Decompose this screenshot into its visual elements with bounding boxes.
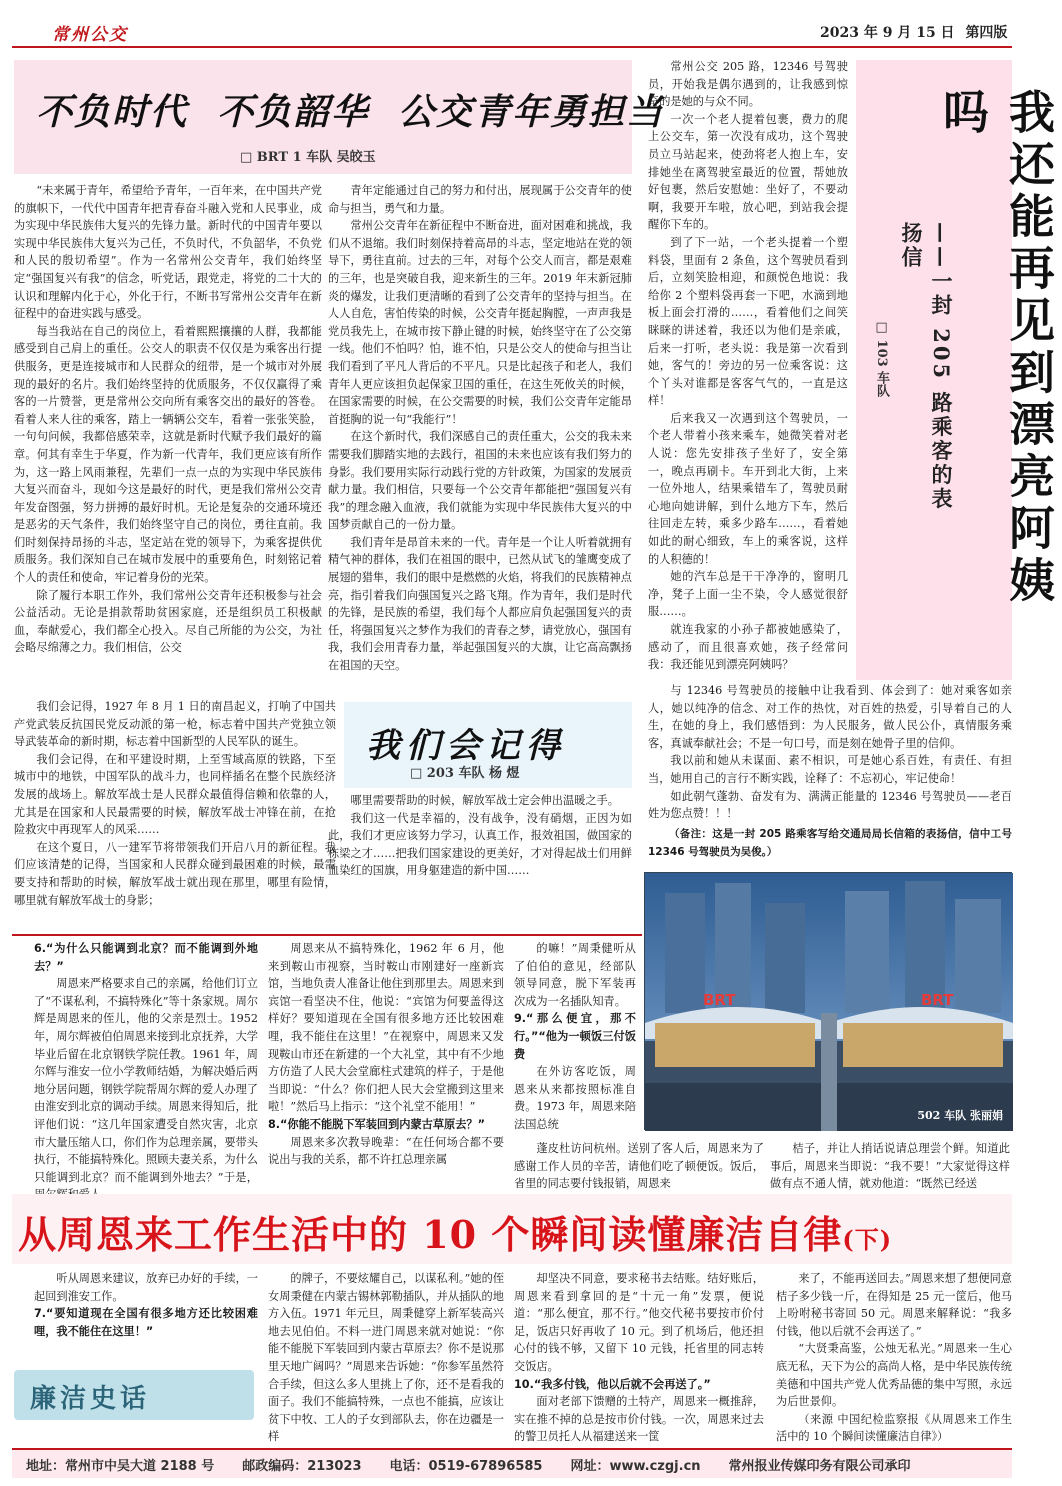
paragraph: 常州公交 205 路，12346 号驾驶员，开始我是偶尔遇到的，让我感到惊奇的是她的与众不同。 xyxy=(648,60,848,109)
dateline xyxy=(820,22,1007,42)
paragraph: “大贤秉高鉴，公烛无私光。”周恩来一生心底无私，天下为公的高尚人格，是中华民族传统美德和中国共产党人优秀品德的集中写照，永远为后世景仰。 xyxy=(776,1342,1012,1409)
article4-title xyxy=(18,1204,892,1259)
article3-note xyxy=(648,826,1012,866)
article2-byline: □ 203 车队 杨 煜 xyxy=(410,766,520,781)
article4-lower-col1 xyxy=(34,1270,258,1360)
article4-upper-col2 xyxy=(268,940,504,1184)
section-question-heading: 8.“你能不能脱下军装回到内蒙古草原去？” xyxy=(268,1117,485,1131)
paragraph: “未来属于青年，希望给予青年，一百年来，在中国共产党的旗帜下，一代代中国青年把青春奋斗融入党和人民事业，成为实现中华民族伟大复兴的先锋力量。新时代的中国青年要以实现中华民族伟大复兴为己任，不负时代，不负韶华，不负党和人民的殷切希望”。作为一名常州公交青年，我们始终坚定“强国复兴有我”的信念，听党话，跟党走，将党的二十大的认识和理解内化于心，外化于行，不断书写常州公交青年在新征程中的奋进实践与感受。 xyxy=(14,184,322,321)
article3-note-text: （备注：这是一封 205 路乘客写给交通局局长信箱的表扬信，信中工号 12346 号驾驶员为吴俊。） xyxy=(648,828,1012,858)
paragraph: 就连我家的小孙子都被她感染了，感动了，而且很喜欢她，孩子经常问我：我还能见到漂亮阿姨吗？ xyxy=(648,623,848,672)
paragraph: 面对老部下馈赠的土特产，周恩来一概推辞，实在推不掉的总是按市价付钱。一次，周恩来过去的警卫员托人从福建送来一筐 xyxy=(514,1395,764,1444)
article4-lower-col2 xyxy=(268,1270,504,1460)
brt-sign-left: BRT xyxy=(703,991,736,1009)
paragraph: 每当我站在自己的岗位上，看着熙熙攘攘的人群，我都能感受到自己肩上的重任。公交人的职责不仅仅是为乘客出行提供服务，更是连接城市和人民群众的纽带，是一个城市对外展现的最好的名片。我们始终坚持的优质服务，不仅仅赢得了乘客的一片赞誉，更是常州公交向所有乘客交出的最好的答卷。看着人来人往的乘客，踏上一辆辆公交车，看着一张张笑脸，一句句问候，我都倍感荣幸，这就是新时代赋予我们最好的篇章。何其有幸生于华夏，作为新一代青年，我们更应该有所作为，这一路上风雨兼程，先辈们一点一点的为实现中华民族伟大复兴而奋斗，现如今这是最好的时代，更是我们常州公交青年发奋图强，努力拼搏的最好时机。无论是复杂的交通环境还是恶劣的天气条件，我们始终坚守自己的岗位，勇往直前。我们时刻保持昂扬的斗志，坚定站在党的领导下，为乘客提供优质服务。我们深知自己在城市发展中的重要角色，时刻铭记着个人的责任和使命，牢记着身份的光荣。 xyxy=(14,324,322,585)
article2-col2 xyxy=(328,792,632,930)
paragraph: 我以前和她从未谋面、素不相识，可是她心系百姓，有责任、有担当，她用自己的言行不断实践，诠释了：不忘初心，牢记使命！ xyxy=(648,754,1012,785)
paragraph: 在外访客吃饭，周恩来从来都按照标准自费。1973 年，周恩来陪法国总统 xyxy=(514,1065,636,1131)
article3-col-wide xyxy=(648,682,1012,824)
paragraph: 的牌子，不要炫耀自己，以谋私利。”她的侄女周秉健在内蒙古锡林郭勒插队，并从插队的地方入伍。1971 年元旦，周秉健穿上新军装高兴地去见伯伯。不料一进门周恩来就对她说：“你能不能脱下军装回到内蒙古草原去？你不是说那里天地广阔吗？”周恩来告诉她：“你参军虽然符合手续，但这么多人里挑上了你，还不是看我的面子。我们不能搞特殊，一点也不能搞，应该让贫下中牧、工人的子女到部队去，你在边疆是一样 xyxy=(268,1272,504,1444)
paragraph: 一次一个老人提着包裹，费力的爬上公交车，第一次没有成功，这个驾驶员立马站起来，使劲将老人抱上车，安排她坐在离驾驶室最近的位置，帮她放好包裹，然后安慰她：坐好了，不要动啊，我要开车啦，放心吧，到站我会提醒你下车的。 xyxy=(648,112,848,232)
article1-title: 不负时代 不负韶华 公交青年勇担当 xyxy=(36,91,665,133)
paragraph: 周恩来从不搞特殊化，1962 年 6 月，他来到鞍山市视察，当时鞍山市刚建好一座新宾馆，当地负责人准备让他住到那里去。周恩来到宾馆一看坚决不住，他说：“宾馆为何要盖得这样好？要知道现在全国有很多地方还比较困难哩，我不能住在这里！”在视察中，周恩来又发现鞍山市还在新建的一个大礼堂，其中有不少地方仿造了人民大会堂廊柱式建筑的样子，于是他当即说：“什么？你们把人民大会堂搬到这里来啦！”然后马上指示：“这个礼堂不能用！” xyxy=(268,942,504,1114)
article3-subtitle: ——一封 205 路乘客的表扬信 xyxy=(899,222,954,512)
article3-col-top xyxy=(648,58,848,680)
paragraph: 常州公交青年在新征程中不断奋进，面对困难和挑战，我们从不退缩。我们时刻保持着高昂的斗志，坚定地站在党的领导下，勇往直前。过去的三年，对每个公交人而言，都是艰难的三年，也是突破自我，迎来新生的三年。2019 年末新冠肺炎的爆发，让我们更清晰的看到了公交青年的坚持与担当。在人人自危，害怕传染的时候，公交青年挺起胸膛，一声声我是党员我先上，在城市按下静止键的时候，始终坚守在了公交第一线。他们不怕吗？怕，谁不怕，只是公交人的使命与担当让我们看到了平凡人背后的不平凡。只是比起孩子和老人，我们青年人更应该担负起保家卫国的重任，在这生死攸关的时候，在国家需要的时候，在公交需要的时候，我们公交青年定能昂首挺胸的说一句“我能行”！ xyxy=(328,219,632,426)
article2-col1 xyxy=(14,698,336,930)
paragraph: 在这个夏日，八一建军节将带领我们开启八月的新征程。我们应该清楚的记得，当国家和人民群众碰到最困难的时候，最需要支持和帮助的时候，解放军战士就出现在那里，哪里有险情，哪里就有解放军战士的身影； xyxy=(14,840,336,907)
paragraph: 在这个新时代，我们深感自己的责任重大，公交的我未来需要我们脚踏实地的去践行，祖国的未来也应该有我们努力的身影。我们要用实际行动践行党的方针政策，为国家的发展贡献力量。我们相信，只要每一个公交青年都能把“强国复兴有我”的理念融入血液，我们就能为实现中华民族伟大复兴的中国梦贡献自己的一份力量。 xyxy=(328,430,632,532)
article1-byline: □ BRT 1 车队 吴皎玉 xyxy=(240,150,376,165)
paragraph: 周恩来严格要求自己的亲属，给他们订立了“不谋私利，不搞特殊化”等十条家规。周尔辉是周恩来的侄儿，他的父亲是烈士。1952 年，周尔辉被伯伯周恩来接到北京抚养，大学毕业后留在北京钢铁学院任教。1961 年，周尔辉与淮安一位小学教师结婚，为解决婚后两地分居问题，钢铁学院帮周尔辉的爱人办理了由淮安到北京的调动手续。周恩来得知后，批评他们说：“这几年国家遭受自然灾害，北京市大量压缩人口，你们作为总理亲属，要带头执行，不能搞特殊化。照顾夫妻关系，为什么只能调到北京？而不能调到外地去？”于是， xyxy=(34,977,259,1184)
paragraph: 与 12346 号驾驶员的接触中让我看到、体会到了：她对乘客如亲人，她以纯净的信念、对工作的热忱，对百姓的热爱，引导着自己的人生，在她的身上，我们感悟到：为人民服务，做人民公仆，真情服务乘客，真诚奉献社会；不是一句口号，而是刻在她骨子里的信仰。 xyxy=(648,684,1012,750)
paragraph: （来源 中国纪检监察报《从周恩来工作生活中的 10 个瞬间读懂廉洁自律》） xyxy=(776,1412,1012,1444)
section-question-heading: 9.“那么便宜，那不行。”“他为一顿饭三付饭费 xyxy=(514,1012,636,1061)
article2-title: 我们会记得 xyxy=(366,726,566,766)
column-badge xyxy=(14,1370,254,1420)
article4-upper-col4 xyxy=(770,1140,1010,1191)
article4-title-suffix: (下) xyxy=(842,1225,893,1254)
footer-printer: 常州报业传媒印务有限公司承印 xyxy=(728,1458,911,1474)
brt-sign-right: BRT xyxy=(921,991,954,1009)
article4-title-main: 从周恩来工作生活中的 10 个瞬间读懂廉洁自律 xyxy=(18,1212,843,1257)
paragraph: 青年定能通过自己的努力和付出，展现属于公交青年的使命与担当，勇气和力量。 xyxy=(328,184,632,215)
article4-upper-col3 xyxy=(514,940,636,1131)
paragraph: 哪里需要帮助的时候，解放军战士定会伸出温暖之手。 xyxy=(350,794,619,807)
section-question-heading: 10.“我多付钱，他以后就不会再送了。” xyxy=(514,1377,711,1391)
article3-title: 我还能再见到漂亮阿姨吗 xyxy=(936,88,1056,608)
brt-station-illustration xyxy=(645,873,1013,1131)
article1-col1 xyxy=(14,182,322,697)
footer-address: 地址：常州市中吴大道 2188 号 xyxy=(26,1458,215,1474)
paragraph: 的嘛！”周秉健听从了伯伯的意见，经部队领导同意，脱下军装再次成为一名插队知青。 xyxy=(514,942,636,1008)
paragraph: 周恩来多次教导晚辈：“在任何场合都不要说出与我的关系，都不许扛总理亲属 xyxy=(268,1135,504,1167)
photo-caption: 502 车队 张丽娟 xyxy=(917,1109,1003,1122)
paragraph: 后来我又一次遇到这个驾驶员，一个老人带着小孩来乘车，她微笑着对老人说：您先安排孩子坐好了，安全第一，晚点再刷卡。车开到北大街，上来一位外地人，结果乘错车了，驾驶员耐心地向她讲解，到什么地方下车，然后往回走左转，乘多少路车……，看着她如此的耐心细致，车上的乘客说，这样的人积德的！ xyxy=(648,411,848,566)
paragraph: 我们青年是昂首未来的一代。青年是一个让人听着就拥有精气神的群体，我们在祖国的眼中，已然从试飞的雏鹰变成了展翅的猎隼，我们的眼中是燃燃的火焰，将我们的民族精神点亮，指引着我们向强国复兴之路飞翔。作为青年，我们是时代的先锋，是民族的希望，我们每个人都应肩负起强国复兴的责任，将强国复兴之梦作为我们的青春之梦，请党放心，强国有我，我们会用青春力量，举起强国复兴的大旗，让它高高飘扬在祖国的天空。 xyxy=(328,535,632,673)
paragraph: 除了履行本职工作外，我们常州公交青年还积极参与社会公益活动。无论是捐款帮助贫困家庭，还是组织员工积极献血，奉献爱心，我们都全心投入。尽自己所能的为公交，为社会略尽绵薄之力。我们相信，公交 xyxy=(14,588,322,655)
paragraph: 她的汽车总是干干净净的，窗明几净，凳子上面一尘不染，令人感觉很舒服……。 xyxy=(648,570,848,619)
article1-col2 xyxy=(328,182,632,697)
edition: 第四版 xyxy=(965,25,1008,41)
article4-lower-col3 xyxy=(514,1270,764,1460)
masthead-logo: 常州公交 xyxy=(52,25,128,45)
masthead-rule xyxy=(12,46,1012,48)
paragraph: 到了下一站，一个老头提着一个塑料袋，里面有 2 条鱼，这个驾驶员看到后，立刻笑脸相迎，和颜悦色地说：我给你 2 个塑料袋再套一下吧，水滴到地板上面会打滑的……，看着他们之间笑眯眯的讲述着，我还以为他们是亲戚，后来一打听，老头说：我是第一次看到她，客气的！旁边的另一位乘客说：这个丫头对谁都是客客气气的，一直是这样！ xyxy=(648,235,848,408)
section-question-heading: 7.“要知道现在全国有很多地方还比较困难哩，我不能住在这里！” xyxy=(34,1307,258,1338)
paragraph: 我们会记得，在和平建设时期，上至雪域高原的铁路，下至城市中的地铁，中国军队的战斗力，也同样插名在整个民族经济发展的战场上。解放军战士是人民群众最值得信赖和依靠的人，尤其是在国家和人民最需要的时候，解放军战士冲锋在前，在抢险救灾中再现军人的风采…… xyxy=(14,752,336,837)
paragraph: 蓬皮杜访问杭州。送别了客人后，周恩来为了感谢工作人员的辛苦，请他们吃了顿便饭。饭后，省里的同志要付钱报销，周恩来 xyxy=(514,1142,764,1191)
article4-upper-wide xyxy=(514,1140,764,1191)
footer-phone: 电话：0519-67896585 xyxy=(389,1458,543,1474)
article4-upper-col1 xyxy=(34,940,258,1184)
section-rule xyxy=(12,934,642,936)
paragraph: 桔子，并让人捎话说请总理尝个鲜。知道此事后，周恩来当即说：“我不要！”大家觉得这样做有点不通人情，就劝他道：“既然已经送 xyxy=(770,1142,1010,1191)
paragraph: 听从周恩来建议，放弃已办好的手续，一起回到淮安工作。 xyxy=(34,1272,258,1303)
footer-website: 网址：www.czgj.cn xyxy=(570,1458,701,1474)
paragraph: 来了，不能再送回去。”周恩来想了想便同意桔子多少钱一斤，在得知是 25 元一筐后，他马上吩咐秘书寄回 50 元。周恩来解释说：“我多付钱，他以后就不会再送了。” xyxy=(776,1272,1012,1338)
section-question-heading: 6.“为什么只能调到北京？而不能调到外地去？” xyxy=(34,942,258,973)
paragraph: 如此朝气蓬勃、奋发有为、满满正能量的 12346 号驾驶员——老百姓为您点赞！！！ xyxy=(648,789,1012,821)
article3-byline: □ 103 车队 xyxy=(874,320,889,398)
footer xyxy=(12,1448,1012,1478)
paragraph: 我们会记得，1927 年 8 月 1 日的南昌起义，打响了中国共产党武装反抗国民党反动派的第一枪，标志着中国共产党独立领导武装革命的新时期，标志着中国新型的人民军队的诞生。 xyxy=(14,700,336,749)
paragraph: 我们这一代是幸福的，没有战争，没有硝烟，正因为如此，我们才更应该努力学习，认真工作，报效祖国，做国家的栋梁之才……把我们国家建设的更美好，才对得起战士们用鲜血染红的国旗，用身躯建造的新中国…… xyxy=(328,811,632,878)
column-badge-text: 廉洁史话 xyxy=(30,1384,151,1414)
paragraph: 却坚决不同意，要求秘书去结账。结好账后，周恩来看到拿回的是“十元一角”发票，便说道：“那么便宜，那不行。”他交代秘书要按市价付足，饭店只好再收了 10 元。到了机场后，他还担心付的钱不够，又留下 10 元钱，托省里的同志转交饭店。 xyxy=(514,1272,764,1373)
brt-station-photo xyxy=(644,872,1012,1130)
article4-lower-col4 xyxy=(776,1270,1012,1460)
footer-postcode: 邮政编码：213023 xyxy=(242,1458,362,1474)
date: 2023 年 9 月 15 日 xyxy=(820,25,955,41)
